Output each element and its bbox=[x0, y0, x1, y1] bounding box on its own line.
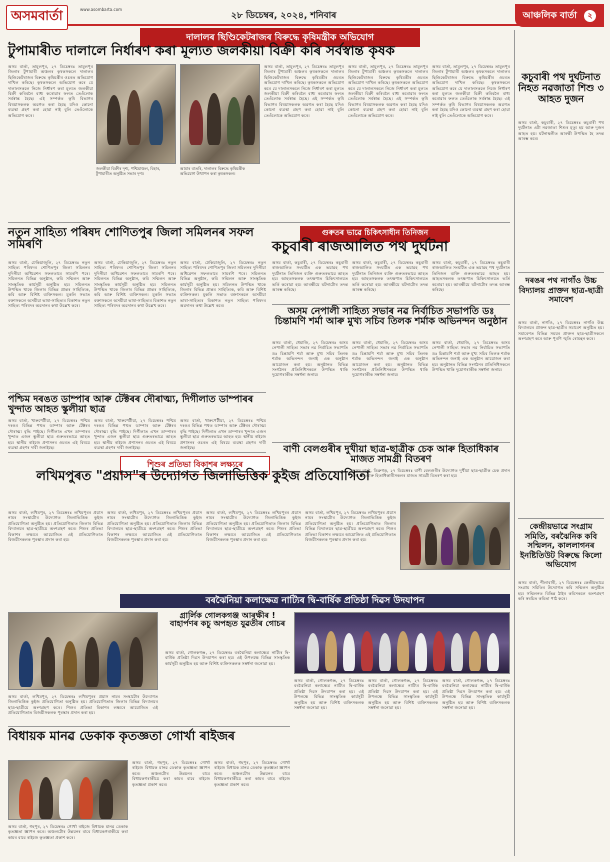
story8-headline: বাণী বেলগুৰীৰ দুখীয়া ছাত্ৰ-ছাত্ৰীক চেক আৰু হিতাধিকাৰ মাজত সামগ্ৰী বিতৰণ bbox=[283, 444, 499, 465]
story6-kicker: গুৰুতৰ ভাৱে চিকিৎসাধীন তিনিজন bbox=[300, 226, 450, 242]
sidebar-divider bbox=[514, 30, 515, 856]
divider bbox=[518, 272, 604, 273]
story4-photo-body: অসম বাৰ্তা, লখিমপুৰ, ২৭ ডিচেম্বৰঃ লখিমপুৰৰ প্ৰয়াস নামৰ সংস্থাটোৰ উদ্যোগত জিলাভিত্তিক কুইজ প্ৰতিযোগিতা অনুষ্ঠিত হয়। প্ৰতিযোগিতাত জিলাৰ বিভিন্ন বিদ্যালয়ৰ ছাত্ৰ-ছাত্ৰীয়ে অংশগ্ৰহণ কৰে। শিশুৰ প্ৰতিভা বিকাশৰ লক্ষ্যৰে আয়োজিত এই প্ৰতিযোগিতাত বিজয়ীসকলক পুৰস্কাৰ প্ৰদান কৰা হয়। bbox=[8, 694, 158, 716]
story5-photo bbox=[8, 760, 128, 820]
story1-photo1-caption: জলকীয়া বিক্ৰীৰ দৃশ্য, পশ্চিমাঞ্চল, বিহাৰ, টুপামাৰীত অনুষ্ঠিত সভাৰ দৃশ্য। bbox=[96, 166, 161, 176]
story1-body-col3: অসম বাৰ্তা, তামুলপুৰ, ২৭ ডিচেম্বৰঃ তামুলপুৰ জিলাৰ টুপামাৰী অঞ্চলৰ কৃষকসকলে দালালৰ ছিণ্ডিকেটৰাজৰ বিৰুদ্ধে কৃষিমন্ত্ৰীৰ ওচৰত অভিযোগ দাখিল কৰিছে। কৃষকসকলে অভিযোগ কৰে যে দালালসকলে নিজে নিৰ্ধাৰণ কৰা মূল্যত জলকীয়া বিক্ৰী কৰিবলৈ বাধ্য কৰোৱাৰ ফলত তেওঁলোক সৰ্বস্বান্ত হৈছে। এই সম্পৰ্কত কৃষি বিভাগৰ বিষয়াসকলক অৱগত কৰা হৈছে যদিও কোনো ব্যৱস্থা গ্ৰহণ কৰা হোৱা নাই বুলি তেওঁলোকে অভিযোগ কৰে। bbox=[348, 64, 428, 118]
story9-body-col2: অসম বাৰ্তা, গোলকগঞ্জ, ২৭ ডিচেম্বৰঃ বৰঝৈনিয়া কলাক্ষেত্ৰ নাট্যিৰ দ্বি-বাৰ্ষিক প্ৰতিষ্ঠা দিৱস উদযাপন কৰা হয়। এই উপলক্ষে বিভিন্ন সাংস্কৃতিক কাৰ্যসূচী অনুষ্ঠিত হয় আৰু বিশিষ্ট ব্যক্তিসকলক সম্বৰ্ধনা জনোৱা হয়। bbox=[368, 678, 438, 711]
story4-body-col1: অসম বাৰ্তা, লখিমপুৰ, ২৭ ডিচেম্বৰঃ লখিমপুৰৰ প্ৰয়াস নামৰ সংস্থাটোৰ উদ্যোগত জিলাভিত্তিক কুইজ প্ৰতিযোগিতা অনুষ্ঠিত হয়। প্ৰতিযোগিতাত জিলাৰ বিভিন্ন বিদ্যালয়ৰ ছাত্ৰ-ছাত্ৰীয়ে অংশগ্ৰহণ কৰে। শিশুৰ প্ৰতিভা বিকাশৰ লক্ষ্যৰে আয়োজিত এই প্ৰতিযোগিতাত বিজয়ীসকলক পুৰস্কাৰ প্ৰদান কৰা হয়। bbox=[8, 510, 103, 543]
divider bbox=[8, 392, 266, 393]
sidebar-s2-body: অসম বাৰ্তা, নাগাঁও, ২৭ ডিচেম্বৰঃ নাগাঁও উচ্চ বিদ্যালয়ৰ প্ৰাক্তন ছাত্ৰ-ছাত্ৰীৰ সমাবেশ অনুষ্ঠিত হয়। সমাবেশত বিভিন্ন সময়ৰ প্ৰাক্তন ছাত্ৰ-ছাত্ৰীসকলে অংশগ্ৰহণ কৰে আৰু পুৰণি স্মৃতি ৰোমন্থন কৰে। bbox=[518, 320, 604, 342]
story8-body: অসম বাৰ্তা, ডিব্ৰুগড়, ২৭ ডিচেম্বৰঃ বাণী বেলগুৰীৰ উদ্যোগত দুখীয়া ছাত্ৰ-ছাত্ৰীক চেক প্ৰদান কৰা হয় আৰু হিতাধিকাৰীসকলৰ মাজত সামগ্ৰী বিতৰণ কৰা হয়। bbox=[352, 468, 510, 479]
story7-body-col3: অসম বাৰ্তা, ধেমাজি, ২৭ ডিচেম্বৰঃ অসম নেপালী সাহিত্য সভাৰ নৱ নিৰ্বাচিত সভাপতি ডঃ চিন্তামণি শৰ্মা আৰু মুখ্য সচিব তিলক শৰ্মাক অভিনন্দন জনাই এক অনুষ্ঠান আয়োজন কৰা হয়। অনুষ্ঠানত বিভিন্ন সংগঠনৰ প্ৰতিনিধিসকলে উপস্থিত থাকি দুয়োগৰাকীক সম্বৰ্ধনা জনায়। bbox=[432, 340, 510, 373]
story4-headline: লখিমপুৰত "প্ৰয়াস"ৰ উদ্যোগত জিলাভিত্তিক কুইজ প্ৰতিযোগিতা bbox=[36, 469, 370, 484]
story4-body-col2: অসম বাৰ্তা, লখিমপুৰ, ২৭ ডিচেম্বৰঃ লখিমপুৰৰ প্ৰয়াস নামৰ সংস্থাটোৰ উদ্যোগত জিলাভিত্তিক কুইজ প্ৰতিযোগিতা অনুষ্ঠিত হয়। প্ৰতিযোগিতাত জিলাৰ বিভিন্ন বিদ্যালয়ৰ ছাত্ৰ-ছাত্ৰীয়ে অংশগ্ৰহণ কৰে। শিশুৰ প্ৰতিভা বিকাশৰ লক্ষ্যৰে আয়োজিত এই প্ৰতিযোগিতাত বিজয়ীসকলক পুৰস্কাৰ প্ৰদান কৰা হয়। bbox=[107, 510, 202, 543]
divider bbox=[518, 518, 604, 519]
story7-body-col1: অসম বাৰ্তা, ধেমাজি, ২৭ ডিচেম্বৰঃ অসম নেপালী সাহিত্য সভাৰ নৱ নিৰ্বাচিত সভাপতি ডঃ চিন্তামণি শৰ্মা আৰু মুখ্য সচিব তিলক শৰ্মাক অভিনন্দন জনাই এক অনুষ্ঠান আয়োজন কৰা হয়। অনুষ্ঠানত বিভিন্ন সংগঠনৰ প্ৰতিনিধিসকলে উপস্থিত থাকি দুয়োগৰাকীক সম্বৰ্ধনা জনায়। bbox=[272, 340, 348, 378]
story1-photo2-caption: আমাৰ বাতৰি, দালালৰ বিৰুদ্ধে কৃষিমন্ত্ৰীক অভিযোগ উত্থাপন কৰা কৃষকসকল। bbox=[180, 166, 246, 176]
story5-body-col1: অসম বাৰ্তা, গহপুৰ, ২৭ ডিচেম্বৰঃ গোৰ্খা ৰাইজে বিধায়ক মানৱ ডেকাক কৃতজ্ঞতা জ্ঞাপন কৰে। অঞ্চলটোৰ উন্নয়নৰ বাবে বিধায়কগৰাকীয়ে কৰা কামৰ বাবে ৰাইজে কৃতজ্ঞতা প্ৰকাশ কৰে। bbox=[132, 760, 210, 787]
story1-body-col1: অসম বাৰ্তা, তামুলপুৰ, ২৭ ডিচেম্বৰঃ তামুলপুৰ জিলাৰ টুপামাৰী অঞ্চলৰ কৃষকসকলে দালালৰ ছিণ্ডিকেটৰাজৰ বিৰুদ্ধে কৃষিমন্ত্ৰীৰ ওচৰত অভিযোগ দাখিল কৰিছে। কৃষকসকলে অভিযোগ কৰে যে দালালসকলে নিজে নিৰ্ধাৰণ কৰা মূল্যত জলকীয়া বিক্ৰী কৰিবলৈ বাধ্য কৰোৱাৰ ফলত তেওঁলোক সৰ্বস্বান্ত হৈছে। এই সম্পৰ্কত কৃষি বিভাগৰ বিষয়াসকলক অৱগত কৰা হৈছে যদিও কোনো ব্যৱস্থা গ্ৰহণ কৰা হোৱা নাই বুলি তেওঁলোকে অভিযোগ কৰে। bbox=[8, 64, 93, 118]
story3-body-col1: অসম বাৰ্তা, খাৰুপেটীয়া, ২৭ ডিচেম্বৰঃ পশ্চিম দৰঙৰ বিভিন্ন পথত ডাম্পাৰ আৰু টেক্টৰৰ দৌৰাত্ম্য বৃদ্ধি পাইছে। দিগীলাত এখন ডাম্পাৰৰ খুন্দাত এজন স্কুলীয়া ছাত্ৰ গুৰুতৰভাৱে আহত হয়। স্থানীয় ৰাইজে প্ৰশাসনৰ ওচৰত এই বিষয়ে ব্যৱস্থা গ্ৰহণৰ দাবী জনাইছে। bbox=[8, 418, 90, 450]
story2-body-col2: অসম বাৰ্তা, ঢেকিয়াজুলি, ২৭ ডিচেম্বৰঃ নতুন সাহিত্য পৰিষদৰ শোণিতপুৰ জিলা সমিলনৰ দুদিনীয়া অধিৱেশন সফলতাৰে সামৰণি পৰে। সমিলনত বিভিন্ন অনুষ্ঠান, কবি সন্মিলন আৰু সাংস্কৃতিক কাৰ্যসূচী অনুষ্ঠিত হয়। সমিলনত উপস্থিত থাকে জিলাৰ বিভিন্ন প্ৰান্তৰ সাহিত্যিক, কবি আৰু বিশিষ্ট ব্যক্তিসকল। মুকলি সভাত বক্তাসকলে অসমীয়া ভাষা-সাহিত্যৰ বিকাশত নতুন সাহিত্য পৰিষদৰ অৱদানৰ কথা উল্লেখ কৰে। bbox=[94, 260, 176, 309]
story2-headline: নতুন সাহিত্য পৰিষদ শোণিতপুৰ জিলা সমিলনৰ সফল সামৰণি bbox=[8, 225, 254, 252]
story4-body-col3: অসম বাৰ্তা, লখিমপুৰ, ২৭ ডিচেম্বৰঃ লখিমপুৰৰ প্ৰয়াস নামৰ সংস্থাটোৰ উদ্যোগত জিলাভিত্তিক কুইজ প্ৰতিযোগিতা অনুষ্ঠিত হয়। প্ৰতিযোগিতাত জিলাৰ বিভিন্ন বিদ্যালয়ৰ ছাত্ৰ-ছাত্ৰীয়ে অংশগ্ৰহণ কৰে। শিশুৰ প্ৰতিভা বিকাশৰ লক্ষ্যৰে আয়োজিত এই প্ৰতিযোগিতাত বিজয়ীসকলক পুৰস্কাৰ প্ৰদান কৰা হয়। bbox=[206, 510, 301, 543]
story5-body-col2: অসম বাৰ্তা, গহপুৰ, ২৭ ডিচেম্বৰঃ গোৰ্খা ৰাইজে বিধায়ক মানৱ ডেকাক কৃতজ্ঞতা জ্ঞাপন কৰে। অঞ্চলটোৰ উন্নয়নৰ বাবে বিধায়কগৰাকীয়ে কৰা কামৰ বাবে ৰাইজে কৃতজ্ঞতা প্ৰকাশ কৰে। bbox=[214, 760, 290, 787]
story5-headline: বিধায়ক মানৱ ডেকাক কৃতজ্ঞতা গোৰ্খা ৰাইজৰ bbox=[8, 728, 235, 743]
sidebar-s2-title: দৰঙৰ পথ নাগাঁও উচ্চ বিদ্যালয় প্ৰাক্তন ছাত্ৰ-ছাত্ৰী সমাবেশ bbox=[518, 276, 604, 304]
story2-body-col3: অসম বাৰ্তা, ঢেকিয়াজুলি, ২৭ ডিচেম্বৰঃ নতুন সাহিত্য পৰিষদৰ শোণিতপুৰ জিলা সমিলনৰ দুদিনীয়া অধিৱেশন সফলতাৰে সামৰণি পৰে। সমিলনত বিভিন্ন অনুষ্ঠান, কবি সন্মিলন আৰু সাংস্কৃতিক কাৰ্যসূচী অনুষ্ঠিত হয়। সমিলনত উপস্থিত থাকে জিলাৰ বিভিন্ন প্ৰান্তৰ সাহিত্যিক, কবি আৰু বিশিষ্ট ব্যক্তিসকল। মুকলি সভাত বক্তাসকলে অসমীয়া ভাষা-সাহিত্যৰ বিকাশত নতুন সাহিত্য পৰিষদৰ অৱদানৰ কথা উল্লেখ কৰে। bbox=[180, 260, 266, 309]
story2-body-col1: অসম বাৰ্তা, ঢেকিয়াজুলি, ২৭ ডিচেম্বৰঃ নতুন সাহিত্য পৰিষদৰ শোণিতপুৰ জিলা সমিলনৰ দুদিনীয়া অধিৱেশন সফলতাৰে সামৰণি পৰে। সমিলনত বিভিন্ন অনুষ্ঠান, কবি সন্মিলন আৰু সাংস্কৃতিক কাৰ্যসূচী অনুষ্ঠিত হয়। সমিলনত উপস্থিত থাকে জিলাৰ বিভিন্ন প্ৰান্তৰ সাহিত্যিক, কবি আৰু বিশিষ্ট ব্যক্তিসকল। মুকলি সভাত বক্তাসকলে অসমীয়া ভাষা-সাহিত্যৰ বিকাশত নতুন সাহিত্য পৰিষদৰ অৱদানৰ কথা উল্লেখ কৰে। bbox=[8, 260, 90, 309]
story4-body-col4: অসম বাৰ্তা, লখিমপুৰ, ২৭ ডিচেম্বৰঃ লখিমপুৰৰ প্ৰয়াস নামৰ সংস্থাটোৰ উদ্যোগত জিলাভিত্তিক কুইজ প্ৰতিযোগিতা অনুষ্ঠিত হয়। প্ৰতিযোগিতাত জিলাৰ বিভিন্ন বিদ্যালয়ৰ ছাত্ৰ-ছাত্ৰীয়ে অংশগ্ৰহণ কৰে। শিশুৰ প্ৰতিভা বিকাশৰ লক্ষ্যৰে আয়োজিত এই প্ৰতিযোগিতাত বিজয়ীসকলক পুৰস্কাৰ প্ৰদান কৰা হয়। bbox=[305, 510, 396, 543]
story3-body-col2: অসম বাৰ্তা, খাৰুপেটীয়া, ২৭ ডিচেম্বৰঃ পশ্চিম দৰঙৰ বিভিন্ন পথত ডাম্পাৰ আৰু টেক্টৰৰ দৌৰাত্ম্য বৃদ্ধি পাইছে। দিগীলাত এখন ডাম্পাৰৰ খুন্দাত এজন স্কুলীয়া ছাত্ৰ গুৰুতৰভাৱে আহত হয়। স্থানীয় ৰাইজে প্ৰশাসনৰ ওচৰত এই বিষয়ে ব্যৱস্থা গ্ৰহণৰ দাবী জনাইছে। bbox=[94, 418, 176, 450]
sidebar-s3-body: অসম বাৰ্তা, শীলাবাৰী, ২৭ ডিচেম্বৰঃ কেন্দ্ৰীয়ভাৱে সংগ্ৰাম সমিতিৰ উদ্যোগত কবি সন্মিলন অনুষ্ঠিত হয়। সন্মিলনত বিভিন্ন ঠাইৰ কবিসকলে অংশগ্ৰহণ কৰি স্বৰচিত কবিতা পাঠ কৰে। bbox=[518, 580, 604, 602]
story1-body-col2: অসম বাৰ্তা, তামুলপুৰ, ২৭ ডিচেম্বৰঃ তামুলপুৰ জিলাৰ টুপামাৰী অঞ্চলৰ কৃষকসকলে দালালৰ ছিণ্ডিকেটৰাজৰ বিৰুদ্ধে কৃষিমন্ত্ৰীৰ ওচৰত অভিযোগ দাখিল কৰিছে। কৃষকসকলে অভিযোগ কৰে যে দালালসকলে নিজে নিৰ্ধাৰণ কৰা মূল্যত জলকীয়া বিক্ৰী কৰিবলৈ বাধ্য কৰোৱাৰ ফলত তেওঁলোক সৰ্বস্বান্ত হৈছে। এই সম্পৰ্কত কৃষি বিভাগৰ বিষয়াসকলক অৱগত কৰা হৈছে যদিও কোনো ব্যৱস্থা গ্ৰহণ কৰা হোৱা নাই বুলি তেওঁলোকে অভিযোগ কৰে। bbox=[264, 64, 344, 118]
story6-body-col3: অসম বাৰ্তা, কচুবাৰী, ২৭ ডিচেম্বৰঃ কচুবাৰী ৰাজআলিত সংঘটিত এক ভয়াৱহ পথ দুৰ্ঘটনাত তিনিজন ব্যক্তি গুৰুতৰভাৱে আহত হয়। আহতসকলক তৎক্ষণাত চিকিৎসালয়ত ভৰ্তি কৰোৱা হয়। আৰক্ষীয়ে ঘটনাটোৰ তদন্ত আৰম্ভ কৰিছে। bbox=[432, 260, 510, 293]
story9-subhead: গ্ৰাৰ্লিক গোলকগঞ্জ আৰক্ষীৰ ! বাহাৰ্পণৰ কচু অপহৃত যুৱতীৰ গোচৰ bbox=[169, 611, 286, 629]
story3-body-col3: অসম বাৰ্তা, খাৰুপেটীয়া, ২৭ ডিচেম্বৰঃ পশ্চিম দৰঙৰ বিভিন্ন পথত ডাম্পাৰ আৰু টেক্টৰৰ দৌৰাত্ম্য বৃদ্ধি পাইছে। দিগীলাত এখন ডাম্পাৰৰ খুন্দাত এজন স্কুলীয়া ছাত্ৰ গুৰুতৰভাৱে আহত হয়। স্থানীয় ৰাইজে প্ৰশাসনৰ ওচৰত এই বিষয়ে ব্যৱস্থা গ্ৰহণৰ দাবী জনাইছে। bbox=[180, 418, 266, 450]
section-tab bbox=[515, 4, 604, 27]
story1-photo-1 bbox=[96, 64, 176, 164]
story1-photo-2 bbox=[180, 64, 260, 164]
story9-body-col1: অসম বাৰ্তা, গোলকগঞ্জ, ২৭ ডিচেম্বৰঃ বৰঝৈনিয়া কলাক্ষেত্ৰ নাট্যিৰ দ্বি-বাৰ্ষিক প্ৰতিষ্ঠা দিৱস উদযাপন কৰা হয়। এই উপলক্ষে বিভিন্ন সাংস্কৃতিক কাৰ্যসূচী অনুষ্ঠিত হয় আৰু বিশিষ্ট ব্যক্তিসকলক সম্বৰ্ধনা জনোৱা হয়। bbox=[294, 678, 364, 711]
story9-sub-body: অসম বাৰ্তা, গোলকগঞ্জ, ২৭ ডিচেম্বৰঃ বৰঝৈনিয়া কলাক্ষেত্ৰ নাট্যিৰ দ্বি-বাৰ্ষিক প্ৰতিষ্ঠা দিৱস উদযাপন কৰা হয়। এই উপলক্ষে বিভিন্ন সাংস্কৃতিক কাৰ্যসূচী অনুষ্ঠিত হয় আৰু বিশিষ্ট ব্যক্তিসকলক সম্বৰ্ধনা জনোৱা হয়। bbox=[165, 650, 290, 666]
divider bbox=[272, 442, 510, 443]
story5-body-col0: অসম বাৰ্তা, গহপুৰ, ২৭ ডিচেম্বৰঃ গোৰ্খা ৰাইজে বিধায়ক মানৱ ডেকাক কৃতজ্ঞতা জ্ঞাপন কৰে। অঞ্চলটোৰ উন্নয়নৰ বাবে বিধায়কগৰাকীয়ে কৰা কামৰ বাবে ৰাইজে কৃতজ্ঞতা প্ৰকাশ কৰে। bbox=[8, 824, 128, 840]
divider bbox=[8, 452, 266, 453]
masthead bbox=[6, 4, 604, 26]
story1-body-col4: অসম বাৰ্তা, তামুলপুৰ, ২৭ ডিচেম্বৰঃ তামুলপুৰ জিলাৰ টুপামাৰী অঞ্চলৰ কৃষকসকলে দালালৰ ছিণ্ডিকেটৰাজৰ বিৰুদ্ধে কৃষিমন্ত্ৰীৰ ওচৰত অভিযোগ দাখিল কৰিছে। কৃষকসকলে অভিযোগ কৰে যে দালালসকলে নিজে নিৰ্ধাৰণ কৰা মূল্যত জলকীয়া বিক্ৰী কৰিবলৈ বাধ্য কৰোৱাৰ ফলত তেওঁলোক সৰ্বস্বান্ত হৈছে। এই সম্পৰ্কত কৃষি বিভাগৰ বিষয়াসকলক অৱগত কৰা হৈছে যদিও কোনো ব্যৱস্থা গ্ৰহণ কৰা হোৱা নাই বুলি তেওঁলোকে অভিযোগ কৰে। bbox=[432, 64, 510, 118]
story6-headline: কচুবাৰী ৰাজআলিত পথ দুৰ্ঘটনা bbox=[272, 239, 449, 255]
story6-body-col1: অসম বাৰ্তা, কচুবাৰী, ২৭ ডিচেম্বৰঃ কচুবাৰী ৰাজআলিত সংঘটিত এক ভয়াৱহ পথ দুৰ্ঘটনাত তিনিজন ব্যক্তি গুৰুতৰভাৱে আহত হয়। আহতসকলক তৎক্ষণাত চিকিৎসালয়ত ভৰ্তি কৰোৱা হয়। আৰক্ষীয়ে ঘটনাটোৰ তদন্ত আৰম্ভ কৰিছে। bbox=[272, 260, 348, 293]
story7-headline: অসম নেপালী সাহিত্য সভাৰ নৱ নিৰ্বাচিত সভাপতি ডঃ চিন্তামণি শৰ্মা আৰু মুখ্য সচিব তিলক শৰ্মাক অভিনন্দন অনুষ্ঠান bbox=[274, 306, 508, 327]
sidebar-s3-title: কেন্দ্ৰীয়ভাৱে সংগ্ৰাম সমিতি, বৰঝৈনিক কবি সন্মিলন, কাললাগনৰ ইনষ্টিতিউট বিৰুদ্ধে কিলো অভিযোগ bbox=[520, 522, 602, 569]
divider bbox=[8, 726, 290, 727]
logo: অসমবাৰ্তা bbox=[6, 5, 68, 30]
story1-kicker: দালালৰ ছিণ্ডিকেটৰাজৰ বিৰুদ্ধে কৃষিমন্ত্ৰীক অভিযোগ bbox=[140, 28, 420, 47]
story9-body-col3: অসম বাৰ্তা, গোলকগঞ্জ, ২৭ ডিচেম্বৰঃ বৰঝৈনিয়া কলাক্ষেত্ৰ নাট্যিৰ দ্বি-বাৰ্ষিক প্ৰতিষ্ঠা দিৱস উদযাপন কৰা হয়। এই উপলক্ষে বিভিন্ন সাংস্কৃতিক কাৰ্যসূচী অনুষ্ঠিত হয় আৰু বিশিষ্ট ব্যক্তিসকলক সম্বৰ্ধনা জনোৱা হয়। bbox=[442, 678, 510, 711]
story1-headline: টুপামাৰীত দালালে নিৰ্ধাৰণ কৰা মূল্যত জলকীয়া বিক্ৰী কৰি সৰ্বস্বান্ত কৃষক bbox=[8, 43, 395, 59]
story4-photo bbox=[8, 612, 158, 690]
logo-subtitle: www.asombarta.com bbox=[80, 7, 123, 12]
story3-headline: পশ্চিম দৰঙত ডাম্পাৰ আৰু টেক্টৰৰ দৌৰাত্ম্য, দিগীলাত ডাম্পাৰৰ খুন্দাত আহত স্কুলীয়া ছাত্ৰ bbox=[8, 394, 254, 415]
story6-body-col2: অসম বাৰ্তা, কচুবাৰী, ২৭ ডিচেম্বৰঃ কচুবাৰী ৰাজআলিত সংঘটিত এক ভয়াৱহ পথ দুৰ্ঘটনাত তিনিজন ব্যক্তি গুৰুতৰভাৱে আহত হয়। আহতসকলক তৎক্ষণাত চিকিৎসালয়ত ভৰ্তি কৰোৱা হয়। আৰক্ষীয়ে ঘটনাটোৰ তদন্ত আৰম্ভ কৰিছে। bbox=[352, 260, 428, 293]
section-label: আঞ্চলিক বাৰ্তা bbox=[522, 11, 577, 21]
story4-kicker: শিশুৰ প্ৰতিভা বিকাশৰ লক্ষ্যৰে bbox=[120, 456, 270, 475]
divider bbox=[272, 304, 510, 305]
page-number: ২ bbox=[584, 10, 596, 22]
dateline: ২৮ ডিচেম্বৰ, ২০২৪, শনিবাৰ bbox=[231, 11, 337, 21]
sidebar-s1-body: অসম বাৰ্তা, কচুবাৰী, ২৭ ডিচেম্বৰঃ কচুবাৰী পথ দুৰ্ঘটনাত এটা নৱজাতা শিশুৰ মৃত্যু হয় আৰু দুজন আহত হয়। ঘটনাস্থলীত আৰক্ষী উপস্থিত হৈ তদন্ত আৰম্ভ কৰে। bbox=[518, 120, 604, 142]
story9-kicker: বৰঝৈনিয়া কলাক্ষেত্ৰ নাট্যিৰ দ্বি-বাৰ্ষিক প্ৰতিষ্ঠা দিৱস উদযাপন bbox=[120, 594, 510, 608]
story9-photo bbox=[294, 612, 510, 674]
sidebar-s1-title: কচুবাৰী পথ দুৰ্ঘটনাত নিহত নৱজাতা শিশু ৩ আহত দুজন bbox=[518, 72, 604, 105]
story7-body-col2: অসম বাৰ্তা, ধেমাজি, ২৭ ডিচেম্বৰঃ অসম নেপালী সাহিত্য সভাৰ নৱ নিৰ্বাচিত সভাপতি ডঃ চিন্তামণি শৰ্মা আৰু মুখ্য সচিব তিলক শৰ্মাক অভিনন্দন জনাই এক অনুষ্ঠান আয়োজন কৰা হয়। অনুষ্ঠানত বিভিন্ন সংগঠনৰ প্ৰতিনিধিসকলে উপস্থিত থাকি দুয়োগৰাকীক সম্বৰ্ধনা জনায়। bbox=[352, 340, 428, 378]
story8-photo bbox=[400, 502, 510, 570]
divider bbox=[8, 222, 510, 223]
